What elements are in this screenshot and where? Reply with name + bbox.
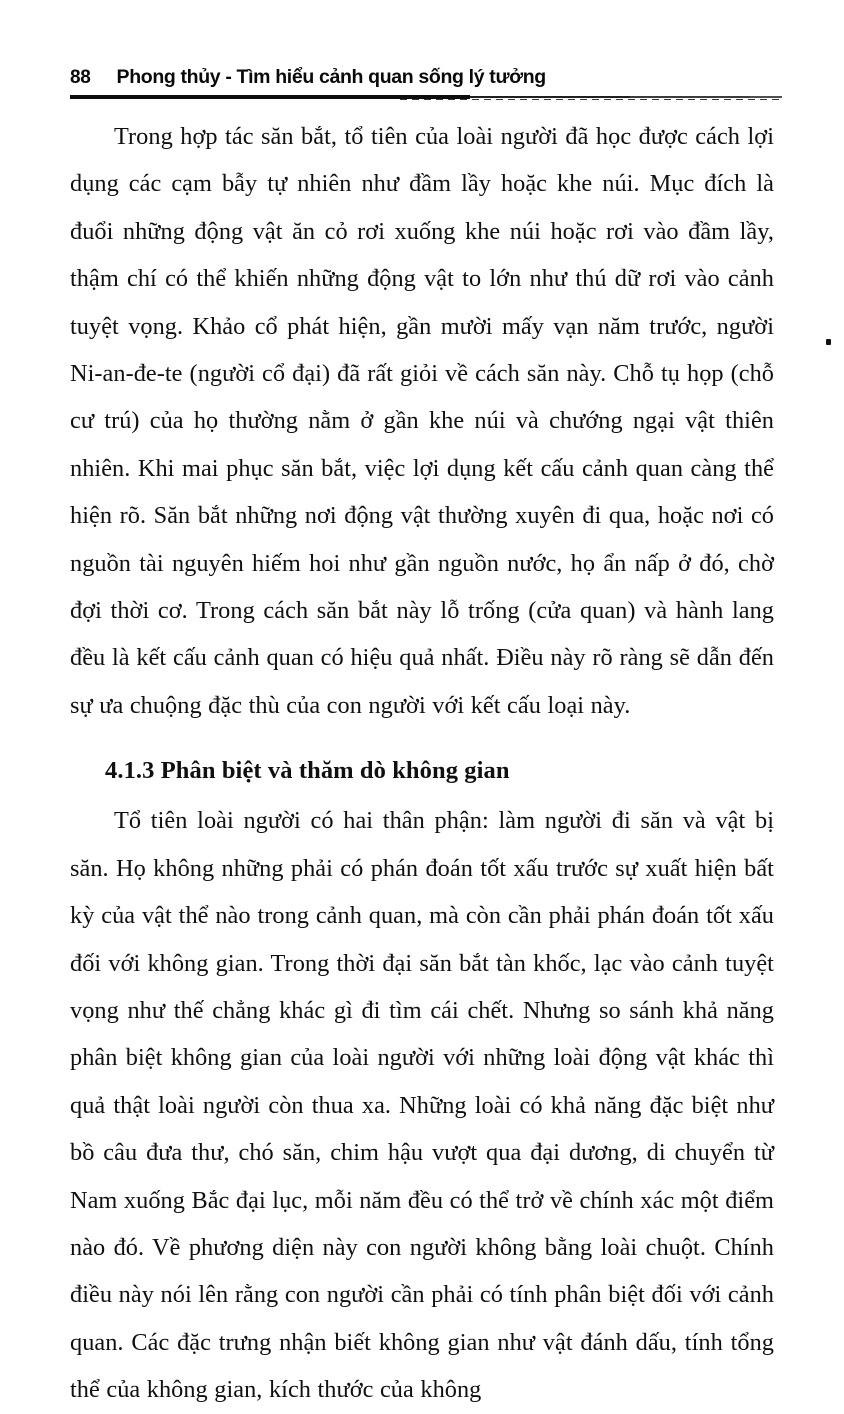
- running-header-title: Phong thủy - Tìm hiểu cảnh quan sống lý tưởng: [116, 66, 546, 88]
- rule-speckle-artifact: [400, 99, 782, 101]
- section-heading-4-1-3: 4.1.3 Phân biệt và thăm dò không gian: [105, 757, 510, 785]
- paragraph-hunting-traps: Trong hợp tác săn bắt, tổ tiên của loài người đã học được cách lợi dụng các cạm bẫy tự nhiên như đầm lầy hoặc khe núi. Mục đích là đuổi những động vật ăn cỏ rơi xuống khe núi hoặc rơi vào đầm lầy, thậm chí có thể khiến những động vật to lớn như thú dữ rơi vào cảnh tuyệt vọng. Khảo cổ phát hiện, gần mười mấy vạn năm trước, người Ni-an-đe-te (người cổ đại) đã rất giỏi về cách săn này. Chỗ tụ họp (chỗ cư trú) của họ thường nằm ở gần khe núi và chướng ngại vật thiên nhiên. Khi mai phục săn bắt, việc lợi dụng kết cấu cảnh quan càng thể hiện rõ. Săn bắt những nơi động vật thường xuyên đi qua, hoặc nơi có nguồn tài nguyên hiếm hoi như gần nguồn nước, họ ẩn nấp ở đó, chờ đợi thời cơ. Trong cách săn bắt này lỗ trống (cửa quan) và hành lang đều là kết cấu cảnh quan có hiệu quả nhất. Điều này rõ ràng sẽ dẫn đến sự ưa chuộng đặc thù của con người với kết cấu loại này.: [70, 123, 774, 719]
- rule-segment: [630, 96, 750, 98]
- paragraph-spatial-discrimination: Tổ tiên loài người có hai thân phận: làm người đi săn và vật bị săn. Họ không những phải có phán đoán tốt xấu trước sự xuất hiện bất kỳ của vật thể nào trong cảnh quan, mà còn cần phải phán đoán tốt xấu đối với không gian. Trong thời đại săn bắt tàn khốc, lạc vào cảnh tuyệt vọng như thế chẳng khác gì đi tìm cái chết. Nhưng so sánh khả năng phân biệt không gian của loài người với những loài động vật khác thì quả thật loài người còn thua xa. Những loài có khả năng đặc biệt như bồ câu đưa thư, chó săn, chim hậu vượt qua đại dương, di chuyển từ Nam xuống Bắc đại lục, mỗi năm đều có thể trở về chính xác một điểm nào đó. Về phương diện này con người không bằng loài chuột. Chính điều này nói lên rằng con người cần phải có tính phân biệt đối với cảnh quan. Các đặc trưng nhận biết không gian như vật đánh dấu, tính tổng thể của không gian, kích thước của không: [70, 807, 774, 1404]
- page-number: 88: [70, 67, 91, 88]
- page-body: [70, 113, 774, 1414]
- scan-speck-artifact: [826, 339, 831, 345]
- header-rule-divider: [70, 95, 782, 101]
- rule-segment: [750, 96, 782, 97]
- running-header: [70, 66, 782, 94]
